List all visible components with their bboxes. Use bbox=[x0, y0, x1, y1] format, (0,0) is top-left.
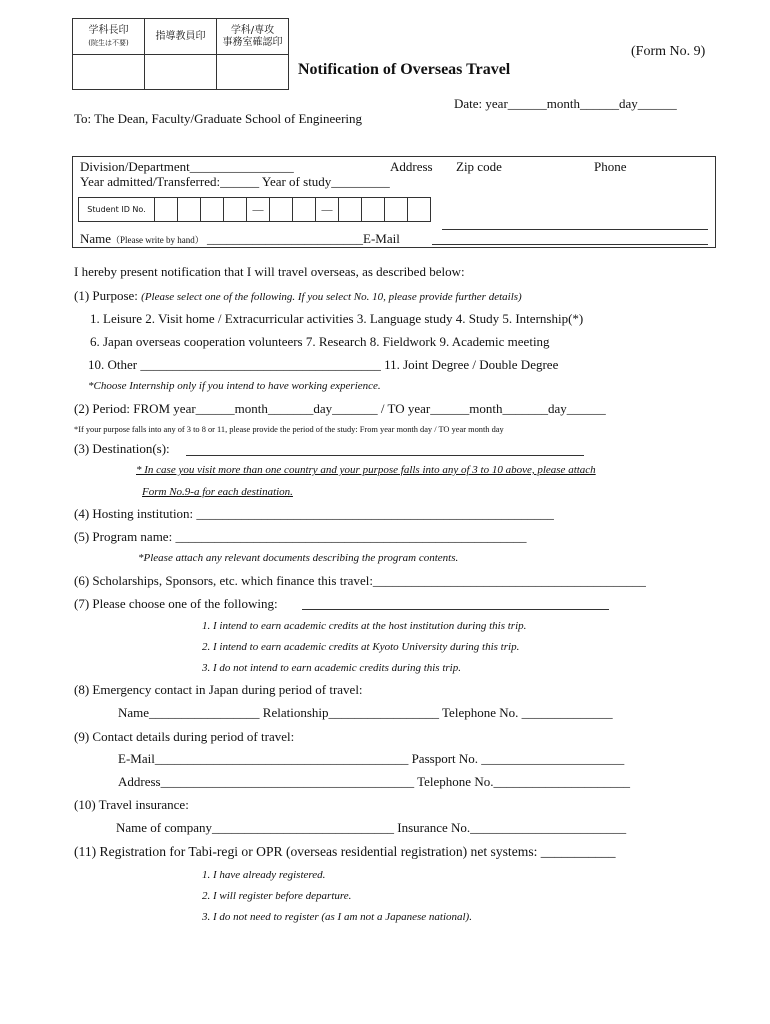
addressee: To: The Dean, Faculty/Graduate School of Engineering bbox=[74, 111, 363, 126]
advisor-stamp-header: 指導教員印 bbox=[145, 19, 217, 55]
student-id-boxes[interactable] bbox=[78, 197, 431, 222]
purpose-note: (Please select one of the following. If you select No. 10, please provide further details) bbox=[141, 291, 522, 303]
contact-email-passport-fields[interactable]: E-Mail_______________________________________ Passport No. ______________________ bbox=[118, 751, 625, 766]
contact-address-phone-fields[interactable]: Address_______________________________________ Telephone No._____________________ bbox=[118, 774, 630, 789]
name-label: Name bbox=[80, 231, 112, 246]
purpose-options-row3[interactable]: 10. Other _____________________________________ 11. Joint Degree / Double Degree bbox=[88, 357, 559, 372]
email-label: E-Mail bbox=[363, 231, 400, 246]
dept-head-stamp-header bbox=[73, 19, 145, 55]
credit-option[interactable]: 1. I intend to earn academic credits at the host institution during this trip. bbox=[202, 620, 527, 632]
form-number: (Form No. 9) bbox=[631, 44, 706, 59]
dept-head-stamp-note: (院生は不要) bbox=[88, 38, 129, 47]
name-blank[interactable]: ________________________ bbox=[207, 231, 364, 246]
student-id-separator: — bbox=[247, 198, 270, 222]
year-admitted-field[interactable]: Year admitted/Transferred:______ Year of study_________ bbox=[80, 174, 390, 189]
student-id-digit[interactable] bbox=[408, 198, 431, 222]
student-id-label: Student ID No. bbox=[79, 198, 155, 222]
insurance-fields[interactable]: Name of company____________________________ Insurance No.________________________ bbox=[116, 820, 627, 835]
name-note: （Please write by hand） bbox=[111, 235, 204, 245]
credit-choice-label: (7) Please choose one of the following: bbox=[74, 596, 278, 611]
destination-note-1: * In case you visit more than one country and your purpose falls into any of 3 to 10 above, please attach bbox=[136, 464, 596, 476]
emergency-contact-label: (8) Emergency contact in Japan during period of travel: bbox=[74, 682, 363, 697]
credit-choice-blank-line[interactable] bbox=[302, 609, 609, 610]
student-id-digit[interactable] bbox=[293, 198, 316, 222]
registration-field[interactable]: (11) Registration for Tabi-regi or OPR (overseas residential registration) net systems: ___________ bbox=[74, 844, 616, 859]
office-stamp-line1: 学科/専攻 bbox=[230, 24, 275, 36]
address-label: Address bbox=[390, 159, 433, 174]
period-field[interactable]: (2) Period: FROM year______month_______day_______ / TO year______month_______day______ bbox=[74, 401, 606, 416]
period-note: *If your purpose falls into any of 3 to 8 or 11, please provide the period of the study: From year month day / TO year month day bbox=[74, 425, 504, 434]
internship-note: *Choose Internship only if you intend to have working experience. bbox=[88, 380, 381, 392]
registration-option[interactable]: 1. I have already registered. bbox=[202, 869, 326, 881]
email-blank-line[interactable] bbox=[432, 244, 708, 245]
credit-option[interactable]: 3. I do not intend to earn academic credits during this trip. bbox=[202, 662, 461, 674]
student-id-digit[interactable] bbox=[224, 198, 247, 222]
approval-stamp-table bbox=[72, 18, 289, 90]
student-id-digit[interactable] bbox=[362, 198, 385, 222]
destination-blank-line[interactable] bbox=[186, 455, 584, 456]
registration-option[interactable]: 3. I do not need to register (as I am not a Japanese national). bbox=[202, 911, 472, 923]
program-name-field[interactable]: (5) Program name: ______________________________________________________ bbox=[74, 529, 527, 544]
hosting-institution-field[interactable]: (4) Hosting institution: _______________________________________________________ bbox=[74, 506, 554, 521]
student-id-digit[interactable] bbox=[178, 198, 201, 222]
purpose-options-row2[interactable]: 6. Japan overseas cooperation volunteers 7. Research 8. Fieldwork 9. Academic meeting bbox=[90, 334, 550, 349]
date-field[interactable]: Date: year______month______day______ bbox=[454, 96, 677, 111]
form-title: Notification of Overseas Travel bbox=[298, 61, 511, 78]
student-id-digit[interactable] bbox=[155, 198, 178, 222]
student-id-separator: — bbox=[316, 198, 339, 222]
phone-label: Phone bbox=[594, 159, 627, 174]
zip-code-label: Zip code bbox=[456, 159, 502, 174]
registration-option[interactable]: 2. I will register before departure. bbox=[202, 890, 352, 902]
student-id-digit[interactable] bbox=[339, 198, 362, 222]
student-id-digit[interactable] bbox=[201, 198, 224, 222]
contact-details-label: (9) Contact details during period of travel: bbox=[74, 729, 295, 744]
office-stamp-line2: 事務室確認印 bbox=[222, 36, 283, 48]
student-id-digit[interactable] bbox=[270, 198, 293, 222]
dept-head-stamp-box[interactable] bbox=[73, 55, 145, 90]
advisor-stamp-box[interactable] bbox=[145, 55, 217, 90]
division-field[interactable]: Division/Department________________ bbox=[80, 159, 294, 174]
address-blank-line[interactable] bbox=[442, 229, 708, 230]
purpose-label: (1) Purpose: bbox=[74, 288, 142, 303]
dept-head-stamp-title: 学科長印 bbox=[88, 24, 129, 36]
purpose-options-row1[interactable]: 1. Leisure 2. Visit home / Extracurricular activities 3. Language study 4. Study 5. Internship(*) bbox=[90, 311, 584, 326]
scholarships-field[interactable]: (6) Scholarships, Sponsors, etc. which finance this travel:__________________________________________ bbox=[74, 573, 646, 588]
student-id-digit[interactable] bbox=[385, 198, 408, 222]
intro-statement: I hereby present notification that I will travel overseas, as described below: bbox=[74, 264, 465, 279]
office-stamp-box[interactable] bbox=[217, 55, 289, 90]
program-note: *Please attach any relevant documents describing the program contents. bbox=[138, 552, 459, 564]
destination-note-2: Form No.9-a for each destination. bbox=[142, 486, 293, 498]
name-field[interactable] bbox=[80, 231, 400, 247]
travel-insurance-label: (10) Travel insurance: bbox=[74, 797, 189, 812]
office-stamp-header bbox=[217, 19, 289, 55]
emergency-contact-fields[interactable]: Name_________________ Relationship_________________ Telephone No. ______________ bbox=[118, 705, 613, 720]
purpose-heading bbox=[74, 288, 522, 304]
destination-label: (3) Destination(s): bbox=[74, 441, 170, 456]
credit-option[interactable]: 2. I intend to earn academic credits at Kyoto University during this trip. bbox=[202, 641, 520, 653]
